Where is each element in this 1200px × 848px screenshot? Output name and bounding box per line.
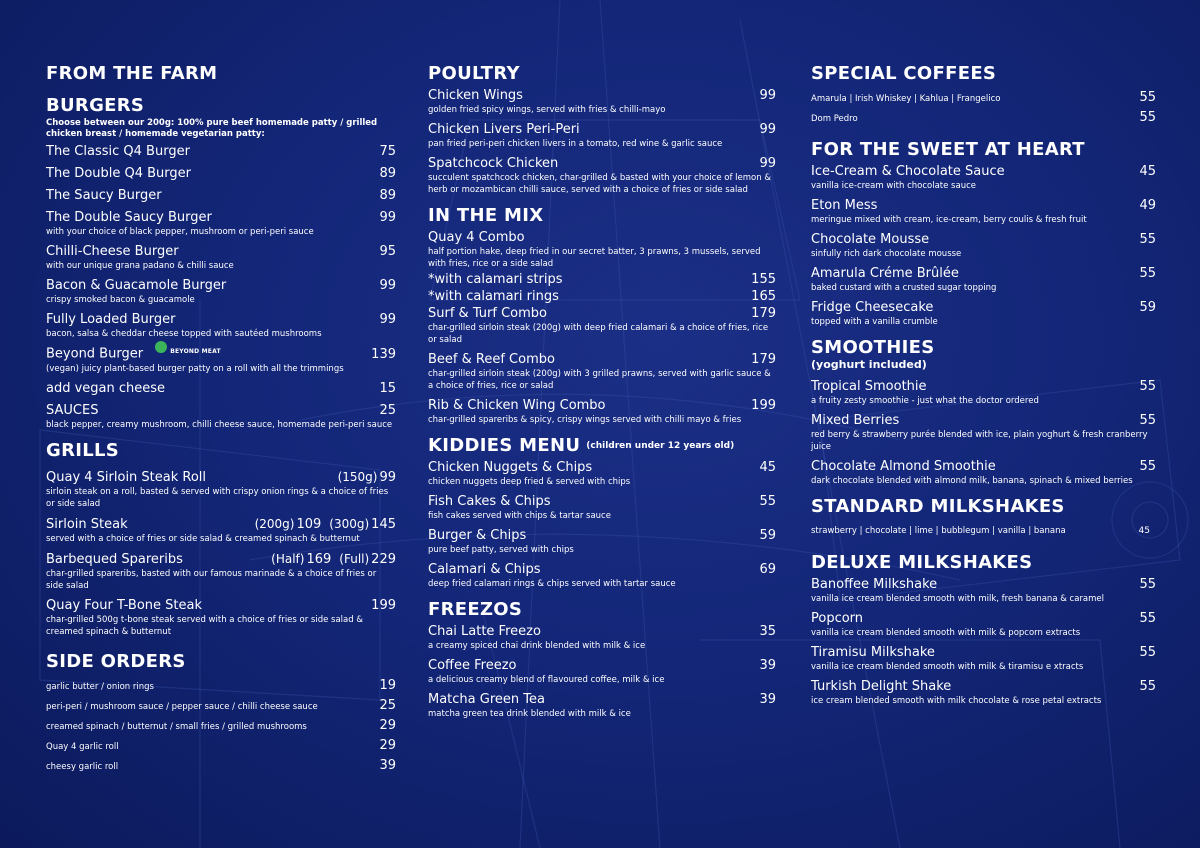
item-name: creamed spinach / butternut / small fries / grilled mushrooms — [46, 721, 307, 732]
item-row — [46, 516, 396, 533]
item-name: Eton Mess — [811, 198, 878, 213]
item-description: a delicious creamy blend of flavoured coffee, milk & ice — [428, 675, 665, 685]
item-row — [46, 469, 396, 486]
item-name: Quay Four T-Bone Steak — [46, 597, 203, 613]
menu-item — [811, 110, 1156, 126]
item-price: 45 — [1139, 164, 1156, 179]
item-price: 55 — [1139, 679, 1156, 694]
item-description: topped with a vanilla crumble — [811, 317, 938, 327]
item-price: 39 — [759, 658, 776, 673]
menu-item — [428, 398, 776, 426]
item-row — [811, 198, 1156, 214]
menu-item — [46, 758, 396, 774]
item-name: Tiramisu Milkshake — [811, 645, 935, 660]
item-price: 29 — [379, 737, 396, 753]
item-name: garlic butter / onion rings — [46, 681, 154, 692]
column-drinks-desserts — [811, 64, 1156, 713]
menu-item — [46, 312, 396, 340]
item-name: Burger & Chips — [428, 528, 527, 543]
size-label: (Full) — [339, 551, 370, 566]
flavour-list: strawberry | chocolate | lime | bubblegum | vanilla | banana — [811, 526, 1066, 536]
item-name: Bacon & Guacamole Burger — [46, 278, 227, 293]
item-name: Chocolate Almond Smoothie — [811, 459, 996, 474]
menu-item — [428, 88, 776, 116]
menu-item — [811, 413, 1156, 453]
poultry-list — [428, 88, 776, 196]
item-price: 35 — [759, 624, 776, 639]
item-price: 55 — [1139, 413, 1156, 428]
item-name: Quay 4 Sirloin Steak Roll — [46, 469, 207, 485]
item-description: with our unique grana padano & chilli sauce — [46, 261, 234, 271]
deluxe-milkshakes-list — [811, 577, 1156, 707]
item-row — [811, 679, 1156, 695]
item-description: char-grilled sirloin steak (200g) with deep fried calamari & a choice of fries, rice or salad — [428, 323, 769, 345]
item-name: Mixed Berries — [811, 413, 900, 428]
menu-item — [811, 232, 1156, 260]
item-row — [46, 551, 396, 568]
menu-item — [46, 381, 396, 397]
item-row — [811, 577, 1156, 593]
item-row — [811, 459, 1156, 475]
menu-item — [811, 679, 1156, 707]
item-price: 59 — [1139, 300, 1156, 315]
item-price: 19 — [379, 677, 396, 693]
item-name: Coffee Freezo — [428, 658, 517, 673]
menu-item — [46, 678, 396, 694]
item-price: 49 — [1139, 198, 1156, 213]
menu-item — [46, 698, 396, 714]
item-row — [46, 188, 396, 204]
beyond-meat-icon — [155, 341, 167, 353]
menu-item — [811, 198, 1156, 226]
item-price: 55 — [759, 494, 776, 509]
item-description: crispy smoked bacon & guacamole — [46, 295, 195, 305]
item-price: 229 — [371, 551, 396, 567]
item-description: half portion hake, deep fried in our secret batter, 3 prawns, 3 mussels, served with fries, rice or a side salad — [428, 247, 761, 269]
item-name: Matcha Green Tea — [428, 692, 545, 707]
kiddies-age-note: (children under 12 years old) — [586, 441, 735, 451]
item-price: 99 — [379, 210, 396, 225]
in-the-mix-list — [428, 306, 776, 426]
item-price: 99 — [379, 469, 396, 485]
special-coffees-heading: SPECIAL COFFEES — [811, 63, 997, 84]
menu-item — [428, 562, 776, 590]
item-description: with your choice of black pepper, mushroom or peri-peri sauce — [46, 227, 314, 237]
item-description: a creamy spiced chai drink blended with milk & ice — [428, 641, 646, 651]
item-row — [428, 289, 776, 305]
item-description: vanilla ice cream blended smooth with milk & tiramisu e xtracts — [811, 662, 1084, 672]
item-price: 89 — [379, 166, 396, 181]
kiddies-list — [428, 460, 776, 590]
item-price-group — [371, 598, 396, 614]
item-price: 99 — [759, 156, 776, 171]
item-price: 99 — [379, 312, 396, 327]
menu-item — [428, 306, 776, 346]
item-description: ice cream blended smooth with milk chocolate & rose petal extracts — [811, 696, 1102, 706]
item-price: 55 — [1139, 379, 1156, 394]
item-row — [811, 232, 1156, 248]
item-row — [46, 598, 396, 614]
item-name: The Saucy Burger — [46, 188, 162, 203]
kiddies-title: KIDDIES MENU — [428, 435, 581, 456]
item-name: Quay 4 Combo — [428, 230, 525, 245]
item-name: The Double Saucy Burger — [46, 210, 212, 225]
item-description: served with a choice of fries or side salad & creamed spinach & butternut — [46, 533, 360, 544]
item-name: peri-peri / mushroom sauce / pepper sauce / chilli cheese sauce — [46, 701, 318, 712]
item-name: Rib & Chicken Wing Combo — [428, 398, 606, 413]
item-price: 109 — [296, 516, 322, 532]
item-price: 39 — [759, 692, 776, 707]
item-description: char-grilled spareribs & spicy, crispy wings served with chilli mayo & fries — [428, 415, 742, 425]
menu-item — [811, 300, 1156, 328]
item-description: golden fried spicy wings, served with fries & chilli-mayo — [428, 105, 666, 115]
item-row — [428, 352, 776, 368]
item-price: 199 — [751, 398, 776, 413]
item-price: 179 — [751, 306, 776, 321]
item-name: SAUCES — [46, 402, 99, 418]
menu-item — [46, 346, 396, 375]
item-description: vanilla ice cream blended smooth with milk & popcorn extracts — [811, 628, 1081, 638]
item-row — [428, 624, 776, 640]
item-row — [428, 122, 776, 138]
item-name: Calamari & Chips — [428, 562, 541, 577]
grills-heading: GRILLS — [46, 439, 120, 461]
column-mains — [428, 64, 776, 726]
item-name: Fully Loaded Burger — [46, 312, 176, 327]
item-name: Chilli-Cheese Burger — [46, 244, 179, 259]
item-description: sinfully rich dark chocolate mousse — [811, 249, 962, 259]
side-orders-list — [46, 678, 396, 774]
item-name: Spatchcock Chicken — [428, 156, 559, 171]
item-description: char-grilled sirloin steak (200g) with 3 grilled prawns, served with garlic sauce & a choice of fries, rice or salad — [428, 369, 771, 391]
item-price: 165 — [751, 289, 776, 304]
size-label: (150g) — [337, 469, 378, 484]
burgers-heading: BURGERS — [46, 95, 145, 116]
item-description: meringue mixed with cream, ice-cream, berry coulis & fresh fruit — [811, 215, 1087, 225]
from-the-farm-heading: FROM THE FARM — [46, 63, 218, 84]
menu-item — [811, 577, 1156, 605]
menu-item — [46, 144, 396, 160]
menu-item — [46, 188, 396, 204]
item-row — [428, 398, 776, 414]
item-description: chicken nuggets deep fried & served with chips — [428, 477, 631, 487]
item-description: succulent spatchcock chicken, char-grilled & basted with your choice of lemon & herb or mozambican chilli sauce, served with a choice of fries or side salad — [428, 173, 771, 195]
item-row — [811, 645, 1156, 661]
freezos-list — [428, 624, 776, 720]
item-row — [811, 611, 1156, 627]
item-row — [811, 379, 1156, 395]
smoothies-list — [811, 379, 1156, 487]
item-price-group — [255, 516, 396, 533]
item-description: dark chocolate blended with almond milk, banana, spinach & mixed berries — [811, 476, 1133, 486]
item-name: Ice-Cream & Chocolate Sauce — [811, 164, 1005, 179]
item-name: Chocolate Mousse — [811, 232, 930, 247]
item-price: 169 — [306, 551, 332, 567]
item-price: 55 — [1139, 645, 1156, 660]
menu-item — [428, 352, 776, 392]
item-name: Popcorn — [811, 611, 864, 626]
item-description: deep fried calamari rings & chips served with tartar sauce — [428, 579, 676, 589]
item-price: 55 — [1139, 577, 1156, 592]
menu-item — [428, 272, 776, 288]
menu-item — [428, 289, 776, 305]
menu-item — [428, 122, 776, 150]
menu-item — [811, 379, 1156, 407]
size-label: (Half) — [271, 551, 305, 566]
grills-list — [46, 469, 396, 638]
item-row — [811, 266, 1156, 282]
item-price: 25 — [379, 402, 396, 418]
item-row — [428, 562, 776, 578]
item-price-group — [271, 551, 396, 568]
column-food — [46, 64, 396, 778]
item-price: 99 — [759, 88, 776, 103]
item-row — [428, 494, 776, 510]
deluxe-milkshakes-heading: DELUXE MILKSHAKES — [811, 552, 1033, 573]
menu-item — [811, 459, 1156, 487]
standard-milkshake-flavours — [811, 523, 1156, 539]
combo-options — [428, 272, 776, 305]
menu-item — [811, 164, 1156, 192]
item-price: 55 — [1139, 459, 1156, 474]
item-price: 55 — [1139, 90, 1156, 105]
item-row — [428, 658, 776, 674]
menu-item — [46, 210, 396, 238]
item-name: Quay 4 garlic roll — [46, 741, 119, 752]
item-price: 155 — [751, 272, 776, 287]
item-name: Beef & Reef Combo — [428, 352, 555, 367]
item-name: Dom Pedro — [811, 114, 858, 124]
item-price: 199 — [371, 597, 396, 613]
smoothies-subtitle: (yoghurt included) — [811, 358, 927, 371]
item-name: Barbequed Spareribs — [46, 551, 183, 567]
item-row — [428, 306, 776, 322]
menu-item — [46, 598, 396, 638]
item-row — [46, 312, 396, 328]
menu-item — [46, 166, 396, 182]
item-description: black pepper, creamy mushroom, chilli cheese sauce, homemade peri-peri sauce — [46, 419, 393, 430]
menu-item — [428, 528, 776, 556]
item-name: cheesy garlic roll — [46, 761, 119, 772]
kiddies-heading — [428, 436, 776, 456]
menu-item — [428, 692, 776, 720]
beyond-meat-label: BEYOND MEAT — [170, 348, 221, 355]
desserts-list — [811, 164, 1156, 328]
item-description: (vegan) juicy plant-based burger patty on a roll with all the trimmings — [46, 363, 344, 374]
item-row — [811, 413, 1156, 429]
item-price: 45 — [1138, 526, 1150, 536]
menu-item — [811, 645, 1156, 673]
item-price: 99 — [759, 122, 776, 137]
menu-item — [428, 658, 776, 686]
item-row — [46, 278, 396, 294]
freezos-heading: FREEZOS — [428, 599, 523, 620]
item-description: a fruity zesty smoothie - just what the doctor ordered — [811, 396, 1039, 406]
item-price-group — [338, 469, 396, 486]
item-price: 55 — [1139, 266, 1156, 281]
menu-item — [46, 403, 396, 431]
menu-item — [428, 494, 776, 522]
item-price: 45 — [759, 460, 776, 475]
item-name: add vegan cheese — [46, 380, 166, 396]
item-description: baked custard with a crusted sugar topping — [811, 283, 997, 293]
item-price: 145 — [371, 516, 396, 532]
menu-item — [46, 469, 396, 510]
item-price: 69 — [759, 562, 776, 577]
item-name: Amarula | Irish Whiskey | Kahlua | Frangelico — [811, 94, 1001, 104]
item-name: Sirloin Steak — [46, 516, 128, 532]
item-name: Banoffee Milkshake — [811, 577, 938, 592]
menu-item — [46, 738, 396, 754]
beyond-meat-logo — [155, 344, 221, 360]
standard-milkshakes-heading: STANDARD MILKSHAKES — [811, 496, 1065, 517]
item-price: 55 — [1139, 611, 1156, 626]
special-coffees-list — [811, 90, 1156, 126]
size-label: (300g) — [329, 516, 370, 531]
item-row — [428, 272, 776, 288]
smoothies-heading: SMOOTHIES — [811, 337, 935, 358]
item-row — [46, 244, 396, 260]
menu-item — [46, 516, 396, 545]
menu-item — [46, 718, 396, 734]
item-price: 55 — [1139, 232, 1156, 247]
item-price: 179 — [751, 352, 776, 367]
item-description: sirloin steak on a roll, basted & served with crispy onion rings & a choice of fries or side salad — [46, 486, 389, 509]
item-description: fish cakes served with chips & tartar sauce — [428, 511, 611, 521]
item-row — [46, 166, 396, 182]
item-row — [46, 144, 396, 160]
burgers-list — [46, 144, 396, 340]
menu-item — [428, 460, 776, 488]
menu-item — [811, 90, 1156, 106]
menu-item — [811, 611, 1156, 639]
sweet-heading: FOR THE SWEET AT HEART — [811, 139, 1085, 160]
item-description: char-grilled 500g t-bone steak served with a choice of fries or side salad & creamed spinach & butternut — [46, 614, 363, 637]
item-price: 39 — [379, 757, 396, 773]
item-row — [428, 460, 776, 476]
item-row — [46, 210, 396, 226]
menu-item — [428, 156, 776, 196]
menu-item — [46, 551, 396, 592]
menu-item — [428, 624, 776, 652]
item-name: Amarula Créme Brûlée — [811, 266, 959, 281]
item-name: Surf & Turf Combo — [428, 306, 547, 321]
item-name: *with calamari strips — [428, 272, 563, 287]
item-name: Chicken Nuggets & Chips — [428, 460, 593, 475]
item-row — [811, 164, 1156, 180]
item-description: pan fried peri-peri chicken livers in a tomato, red wine & garlic sauce — [428, 139, 723, 149]
menu-item — [46, 278, 396, 306]
item-price: 95 — [379, 244, 396, 259]
item-price: 55 — [1139, 110, 1156, 125]
item-price: 59 — [759, 528, 776, 543]
item-name: Fish Cakes & Chips — [428, 494, 551, 509]
item-price: 25 — [379, 697, 396, 713]
size-label: (200g) — [254, 516, 295, 531]
item-name: Beyond Burger — [46, 346, 144, 362]
burgers-intro: Choose between our 200g: 100% pure beef homemade patty / grilled chicken breast / homemade vegetarian patty: — [46, 118, 378, 139]
item-name: Tropical Smoothie — [811, 379, 927, 394]
side-orders-heading: SIDE ORDERS — [46, 650, 186, 672]
item-description: vanilla ice cream blended smooth with milk, fresh banana & caramel — [811, 594, 1105, 604]
item-row — [428, 528, 776, 544]
item-name: The Double Q4 Burger — [46, 166, 192, 181]
item-description: pure beef patty, served with chips — [428, 545, 574, 555]
item-row — [428, 692, 776, 708]
item-price: 89 — [379, 188, 396, 203]
item-price: 99 — [379, 278, 396, 293]
item-description: matcha green tea drink blended with milk & ice — [428, 709, 631, 719]
item-description: red berry & strawberry purée blended with ice, plain yoghurt & fresh cranberry juice — [811, 430, 1148, 452]
item-name: Chicken Livers Peri-Peri — [428, 122, 580, 137]
menu-item — [811, 266, 1156, 294]
item-name: Chai Latte Freezo — [428, 624, 541, 639]
item-name: Chicken Wings — [428, 88, 523, 103]
item-description: bacon, salsa & cheddar cheese topped with sautéed mushrooms — [46, 329, 322, 339]
menu-item — [46, 244, 396, 272]
item-name: Turkish Delight Shake — [811, 679, 952, 694]
item-name: *with calamari rings — [428, 289, 559, 304]
in-the-mix-heading: IN THE MIX — [428, 205, 544, 226]
item-name: The Classic Q4 Burger — [46, 144, 190, 159]
item-name: Fridge Cheesecake — [811, 300, 934, 315]
item-price: 139 — [371, 346, 396, 362]
item-row — [428, 156, 776, 172]
menu-item — [428, 230, 776, 270]
item-price: 29 — [379, 717, 396, 733]
item-row — [428, 88, 776, 104]
item-description: char-grilled spareribs, basted with our famous marinade & a choice of fries or side salad — [46, 568, 377, 591]
item-description: vanilla ice-cream with chocolate sauce — [811, 181, 976, 191]
item-row — [811, 300, 1156, 316]
item-price: 75 — [379, 144, 396, 159]
poultry-heading: POULTRY — [428, 63, 520, 84]
item-price: 15 — [379, 380, 396, 396]
